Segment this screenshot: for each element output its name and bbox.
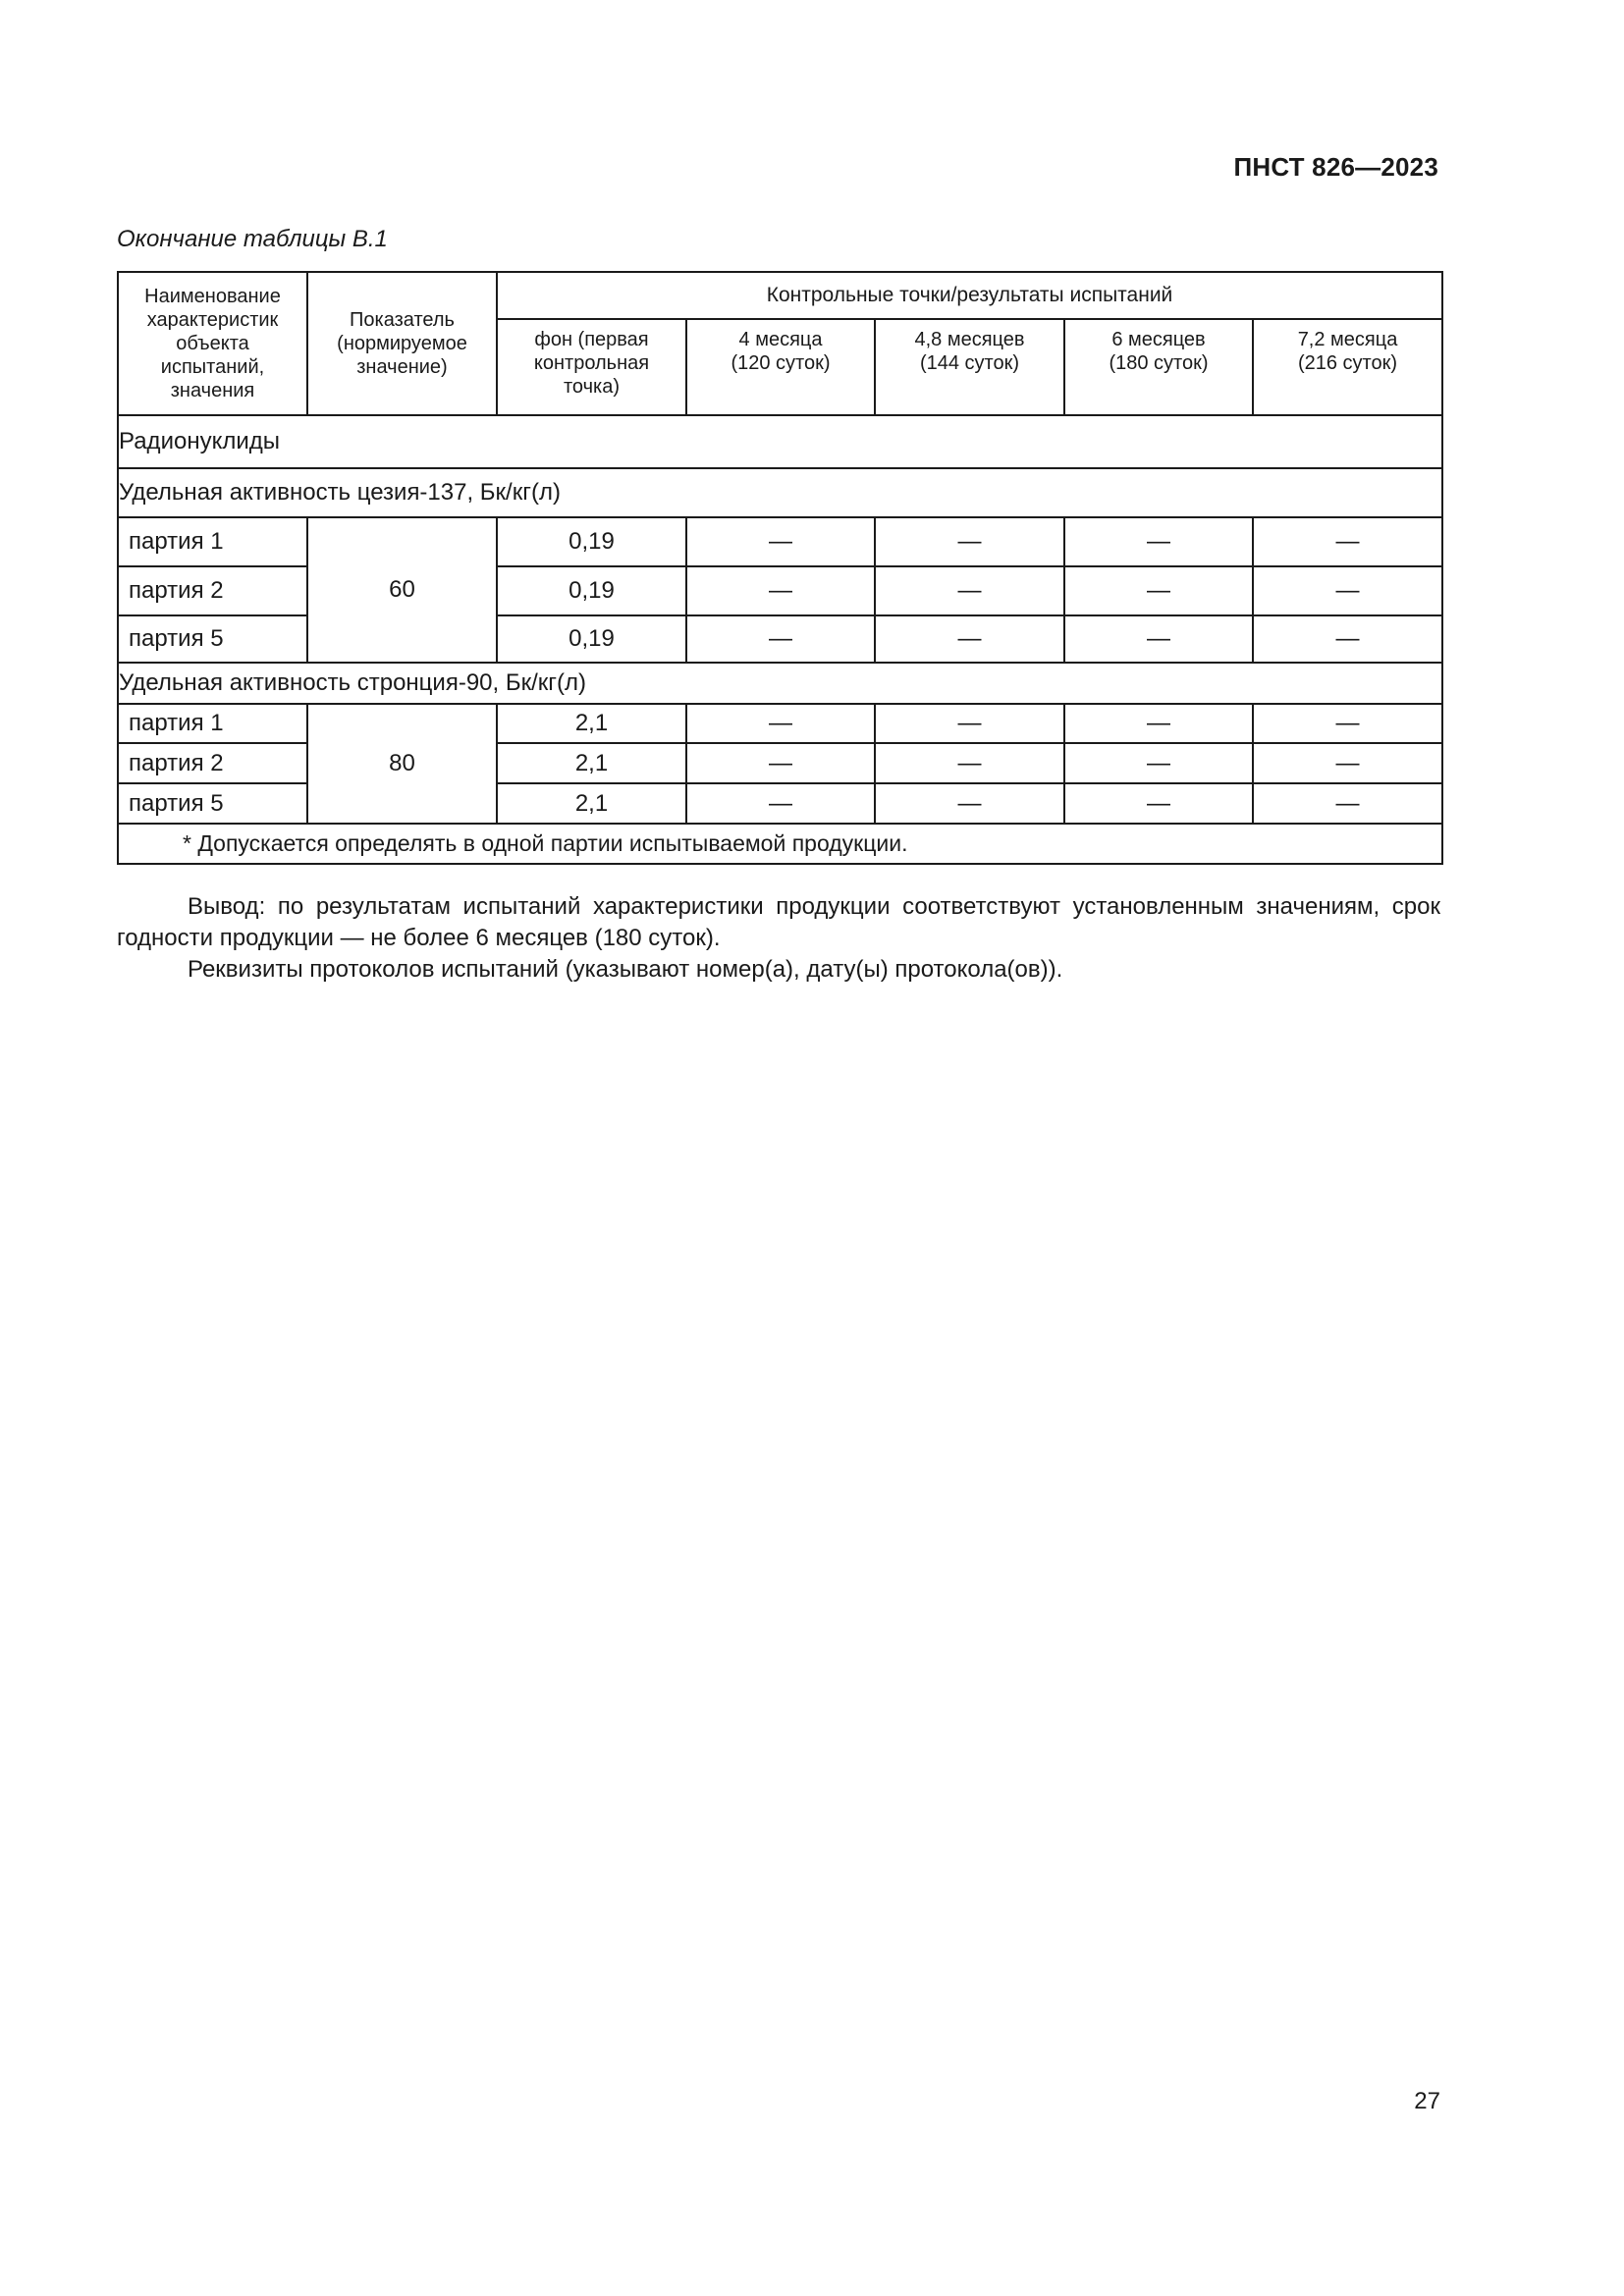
value-7-2-months: —: [1253, 704, 1442, 743]
header-control-points: Контрольные точки/результаты испытаний: [497, 272, 1442, 319]
value-6-months: —: [1064, 615, 1253, 663]
table-footnote: * Допускается определять в одной партии испытываемой продукции.: [118, 824, 1442, 864]
header-indicator: Показатель (нормируемое значение): [307, 272, 497, 415]
value-4-months: —: [686, 783, 875, 824]
header-4-8-months: 4,8 месяцев (144 суток): [875, 319, 1064, 415]
value-4-months: —: [686, 566, 875, 615]
norm-value-cesium: 60: [307, 517, 497, 663]
page-number: 27: [1414, 2088, 1440, 2114]
value-6-months: —: [1064, 743, 1253, 783]
section-title: Радионуклиды: [118, 415, 1442, 468]
value-6-months: —: [1064, 704, 1253, 743]
value-6-months: —: [1064, 783, 1253, 824]
value-7-2-months: —: [1253, 743, 1442, 783]
row-label: партия 1: [118, 517, 307, 566]
table-caption: Окончание таблицы В.1: [117, 226, 388, 252]
requisites-paragraph: Реквизиты протоколов испытаний (указывают номер(а), дату(ы) протокола(ов)).: [188, 956, 1063, 983]
row-label: партия 5: [118, 615, 307, 663]
value-7-2-months: —: [1253, 517, 1442, 566]
value-4-months: —: [686, 517, 875, 566]
conclusion-paragraph: Вывод: по результатам испытаний характеристики продукции соответствуют установленным значениям, срок годности продукции — не более 6 месяцев (180 суток).: [117, 893, 1440, 951]
value-4-8-months: —: [875, 743, 1064, 783]
value-4-8-months: —: [875, 566, 1064, 615]
table-row: [118, 704, 1442, 743]
background-value: 2,1: [497, 704, 686, 743]
header-name: Наименование характеристик объекта испытаний, значения: [118, 272, 307, 415]
group-title-strontium: Удельная активность стронция-90, Бк/кг(л): [118, 663, 1442, 704]
value-7-2-months: —: [1253, 615, 1442, 663]
value-4-8-months: —: [875, 783, 1064, 824]
body-text: [117, 891, 1440, 986]
document-code: ПНСТ 826—2023: [1233, 152, 1438, 182]
value-4-months: —: [686, 704, 875, 743]
value-4-8-months: —: [875, 615, 1064, 663]
results-table: [117, 271, 1443, 865]
row-label: партия 2: [118, 566, 307, 615]
background-value: 0,19: [497, 615, 686, 663]
value-4-months: —: [686, 743, 875, 783]
row-label: партия 5: [118, 783, 307, 824]
header-4-months: 4 месяца (120 суток): [686, 319, 875, 415]
group-title-cesium: Удельная активность цезия-137, Бк/кг(л): [118, 468, 1442, 517]
header-7-2-months: 7,2 месяца (216 суток): [1253, 319, 1442, 415]
value-4-8-months: —: [875, 704, 1064, 743]
row-label: партия 1: [118, 704, 307, 743]
table-row: [118, 517, 1442, 566]
background-value: 0,19: [497, 566, 686, 615]
header-background: фон (первая контрольная точка): [497, 319, 686, 415]
value-7-2-months: —: [1253, 566, 1442, 615]
value-6-months: —: [1064, 517, 1253, 566]
background-value: 2,1: [497, 743, 686, 783]
value-6-months: —: [1064, 566, 1253, 615]
background-value: 0,19: [497, 517, 686, 566]
background-value: 2,1: [497, 783, 686, 824]
value-4-8-months: —: [875, 517, 1064, 566]
value-4-months: —: [686, 615, 875, 663]
header-6-months: 6 месяцев (180 суток): [1064, 319, 1253, 415]
norm-value-strontium: 80: [307, 704, 497, 824]
value-7-2-months: —: [1253, 783, 1442, 824]
row-label: партия 2: [118, 743, 307, 783]
